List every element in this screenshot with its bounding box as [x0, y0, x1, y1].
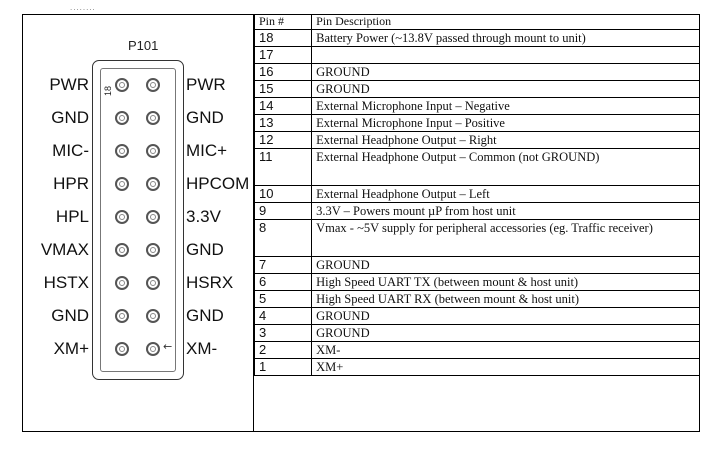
pin-description-cell: XM+ — [312, 359, 700, 376]
pin-table — [254, 14, 700, 376]
pin-description-cell: GROUND — [312, 257, 700, 274]
pin-number-cell: 16 — [255, 64, 312, 81]
pin-description-cell — [312, 47, 700, 64]
pin-number-cell: 11 — [255, 149, 312, 186]
connector-pin-icon — [115, 210, 129, 224]
connector-signal-right: GND — [186, 306, 224, 325]
connector-pin-icon — [146, 309, 160, 323]
connector-signal-left: VMAX — [40, 240, 89, 259]
connector-signal-right: 3.3V — [186, 207, 221, 226]
pin-number-cell: 3 — [255, 325, 312, 342]
table-header-row — [255, 15, 700, 30]
table-row — [255, 325, 700, 342]
header-pin-description: Pin Description — [312, 15, 700, 30]
pin-description-cell: GROUND — [312, 64, 700, 81]
connector-pin-icon — [146, 144, 160, 158]
connector-signal-right: GND — [186, 108, 224, 127]
table-row — [255, 98, 700, 115]
connector-signal-right: MIC+ — [186, 141, 228, 160]
pin-description-cell: External Microphone Input – Positive — [312, 115, 700, 132]
connector-pin-icon — [115, 144, 129, 158]
pin-number-cell: 17 — [255, 47, 312, 64]
connector-signal-left: GND — [51, 108, 89, 127]
pin-1-arrow-icon: ← — [163, 340, 173, 353]
pin-number-cell: 13 — [255, 115, 312, 132]
table-row — [255, 64, 700, 81]
connector-pin-icon — [115, 309, 129, 323]
pin-description-cell: External Headphone Output – Right — [312, 132, 700, 149]
table-row — [255, 47, 700, 64]
table-row — [255, 132, 700, 149]
connector-pin-icon — [115, 111, 129, 125]
table-row — [255, 359, 700, 376]
table-row — [255, 291, 700, 308]
connector-signal-left: XM+ — [53, 339, 89, 358]
connector-pin-icon — [115, 243, 129, 257]
connector-label: P101 — [128, 38, 159, 53]
connector-pin-icon — [146, 210, 160, 224]
connector-pin-icon — [115, 342, 129, 356]
table-row — [255, 257, 700, 274]
table-row — [255, 308, 700, 325]
connector-signal-right: HPCOM — [186, 174, 250, 193]
pin-description-cell: Battery Power (~13.8V passed through mount to unit) — [312, 30, 700, 47]
pin-description-cell: 3.3V – Powers mount µP from host unit — [312, 203, 700, 220]
cropped-caption: ........ — [70, 3, 96, 12]
pin-number-cell: 14 — [255, 98, 312, 115]
connector-signal-left: HPL — [55, 207, 89, 226]
table-row — [255, 149, 700, 186]
connector-signal-right: HSRX — [186, 273, 234, 292]
connector-pin-icon — [146, 342, 160, 356]
connector-header-inner — [100, 68, 176, 372]
pin-number-cell: 5 — [255, 291, 312, 308]
table-row — [255, 115, 700, 132]
pin-description-cell: XM- — [312, 342, 700, 359]
connector-signal-right: GND — [186, 240, 224, 259]
pin-number-cell: 9 — [255, 203, 312, 220]
pin-number-cell: 1 — [255, 359, 312, 376]
connector-pin-icon — [146, 78, 160, 92]
connector-signal-left: PWR — [49, 75, 89, 94]
pin-description-cell: GROUND — [312, 308, 700, 325]
connector-pin-icon — [115, 177, 129, 191]
table-row — [255, 81, 700, 98]
pin-number-cell: 4 — [255, 308, 312, 325]
pin-number-cell: 10 — [255, 186, 312, 203]
pin-description-cell: High Speed UART TX (between mount & host unit) — [312, 274, 700, 291]
connector-signal-right: XM- — [186, 339, 218, 358]
pin-number-cell: 12 — [255, 132, 312, 149]
pin-number-cell: 18 — [255, 30, 312, 47]
pin-number-cell: 6 — [255, 274, 312, 291]
table-row — [255, 30, 700, 47]
connector-signal-right: PWR — [186, 75, 226, 94]
pin-description-cell: External Headphone Output – Left — [312, 186, 700, 203]
pin-18-marker: 18 — [103, 85, 113, 96]
pin-description-cell: External Headphone Output – Common (not GROUND) — [312, 149, 700, 186]
pin-description-cell: External Microphone Input – Negative — [312, 98, 700, 115]
header-pin-number: Pin # — [255, 15, 312, 30]
connector-signal-left: HPR — [53, 174, 89, 193]
connector-pin-icon — [115, 276, 129, 290]
pin-number-cell: 2 — [255, 342, 312, 359]
pin-description-cell: GROUND — [312, 81, 700, 98]
connector-pin-icon — [146, 276, 160, 290]
connector-signal-left: MIC- — [52, 141, 89, 160]
pin-description-cell: Vmax - ~5V supply for peripheral accessories (eg. Traffic receiver) — [312, 220, 700, 257]
table-row — [255, 220, 700, 257]
table-row — [255, 186, 700, 203]
pin-description-cell: High Speed UART RX (between mount & host unit) — [312, 291, 700, 308]
connector-pin-icon — [146, 111, 160, 125]
pin-number-cell: 15 — [255, 81, 312, 98]
connector-pin-icon — [146, 243, 160, 257]
table-row — [255, 203, 700, 220]
connector-pin-icon — [146, 177, 160, 191]
pin-number-cell: 7 — [255, 257, 312, 274]
connector-signal-left: HSTX — [43, 273, 89, 292]
connector-pin-icon — [115, 78, 129, 92]
table-row — [255, 274, 700, 291]
pin-number-cell: 8 — [255, 220, 312, 257]
pin-description-cell: GROUND — [312, 325, 700, 342]
table-row — [255, 342, 700, 359]
connector-signal-left: GND — [51, 306, 89, 325]
